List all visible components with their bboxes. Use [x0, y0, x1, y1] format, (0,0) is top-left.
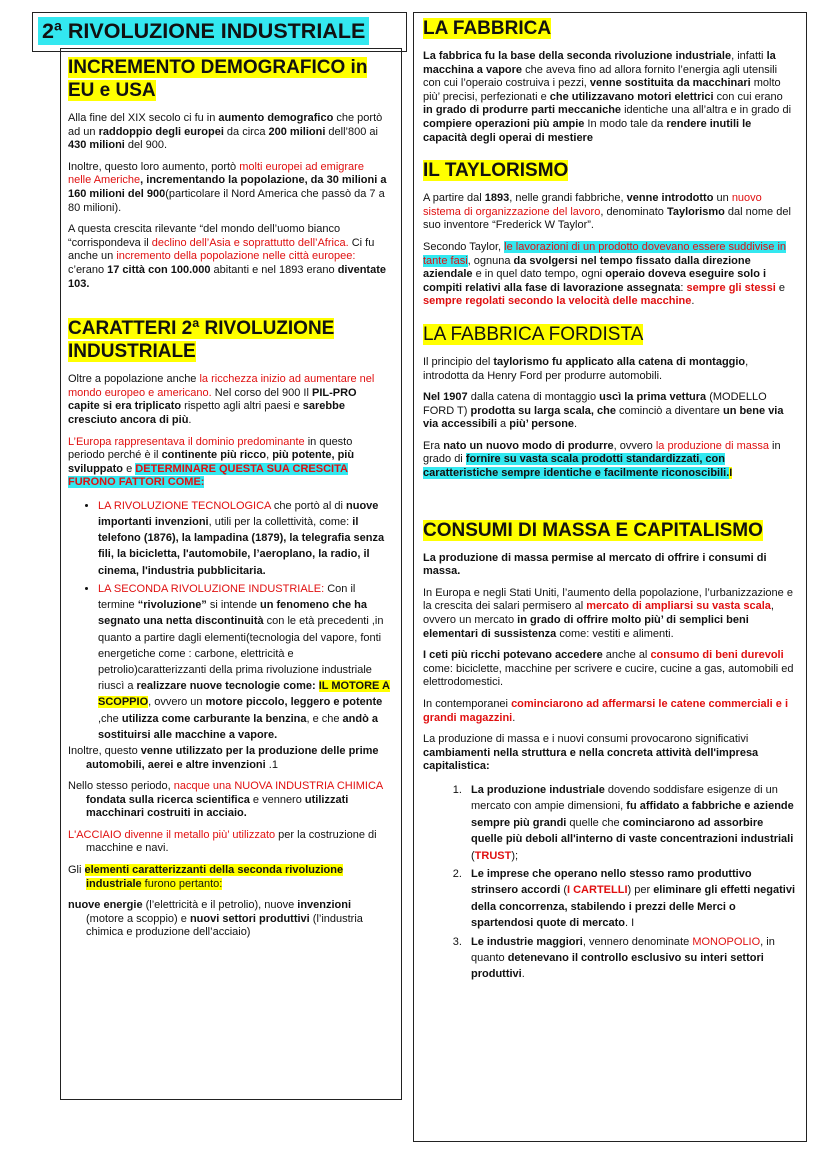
section-title-caratteri: CARATTERI 2ª RIVOLUZIONE INDUSTRIALE	[68, 318, 335, 363]
list-item: 3. Le industrie maggiori, vennero denominate MONOPOLIO, in quanto detenevano il controllo esclusivo su interi settori produttivi.	[465, 934, 795, 983]
list-item: 1. La produzione industriale dovendo soddisfare esigenze di un mercato con ampie dimensioni, fu affidato a fabbriche e aziende sempre più grandi quelle che cominciarono ad assorbire quelle più deboli all'interno di vaste concentrazioni industriali (TRUST);	[465, 782, 795, 864]
section-title-fordista: LA FABBRICA FORDISTA	[423, 323, 644, 345]
list-item: • LA SECONDA RIVOLUZIONE INDUSTRIALE: Con il termine “rivoluzione” si intende un fenomeno che ha segnato una netta discontinuità con le età precedenti ,in quanto a partire dagli elementi(tecnologia del vapore, fonti energetiche come : carbone, elettricità e petrolio)caratterizzanti della prima rivoluzione industriale riuscì a realizzare nuove tecnologie come: IL MOTORE A SCOPPIO, ovvero un motore piccolo, leggero e potente ,che utilizza come carburante la benzina, e che andò a sostituirsi alle macchine a vapore.	[98, 581, 390, 743]
paragraph: nuove energie (l’elettricità e il petrolio), nuove invenzioni (motore a scoppio) e nuovi settori produttivi (l’industria chimica e produzione dell’acciaio)	[68, 899, 363, 939]
paragraph: La fabbrica fu la base della seconda rivoluzione industriale, infatti la macchina a vapore che aveva fino ad allora fornito l’energia agli utensili con cui l’operaio costruiva i pezzi, venne sostituita da macchinari molto più’ precisi, perfezionati e che utilizzavano motori elettrici con cui erano in grado di produrre parti meccaniche identiche una all’altra e in grado di compiere operazioni più ampie In modo tale da rendere inutili le capacità degli operai di mestiere	[423, 50, 792, 144]
paragraph: Inoltre, questo loro aumento, portò molti europei ad emigrare nelle Americhe, incrementando la popolazione, da 30 milioni a 160 milioni del 900(particolare il Nord America che passò da 7 a 80 milioni).	[68, 160, 387, 214]
list-item: 2. Le imprese che operano nello stesso ramo produttivo strinsero accordi (I CARTELLI) per eliminare gli effetti negativi della concorrenza, stabilendo i prezzi delle Merci o spartendosi quote di mercato. I	[465, 866, 795, 932]
paragraph: L'ACCIAIO divenne il metallo più’ utilizzato per la costruzione di macchine e navi.	[68, 828, 377, 855]
left-column	[68, 56, 390, 948]
paragraph: Secondo Taylor, le lavorazioni di un prodotto dovevano essere suddivise in tante fasi, ognuna da svolgersi nel tempo fissato dalla direzione aziendale e in quel dato tempo, ogni operaio doveva eseguire solo i compiti relativi alla fase di lavorazione assegnata: sempre gli stessi e sempre regolati secondo la velocità delle macchine.	[423, 240, 787, 308]
paragraph: In contemporanei cominciarono ad affermarsi le catene commerciali e i grandi magazzini.	[423, 698, 789, 724]
paragraph: Nello stesso periodo, nacque una NUOVA INDUSTRIA CHIMICA fondata sulla ricerca scientifica e vennero utilizzati macchinari costruiti in acciaio.	[68, 780, 383, 820]
list-item: • LA RIVOLUZIONE TECNOLOGICA che portò al di nuove importanti invenzioni, utili per la collettività, come: il telefono (1876), la lampadina (1879), la telegrafia senza fili, la bicicletta, l'automobile, l’aeroplano, la radio, il cinema, l'industria pubblicitaria.	[98, 498, 390, 579]
paragraph: Alla fine del XIX secolo ci fu in aumento demografico che portò ad un raddoppio degli europei da circa 200 milioni dell’800 ai 430 milioni del 900.	[68, 112, 383, 152]
paragraph: La produzione di massa e i nuovi consumi provocarono significativi cambiamenti nella struttura e nella concreta attività dell'impresa capitalistica:	[423, 733, 759, 773]
paragraph: L’Europa rappresentava il dominio predominante in questo periodo perché è il continente più ricco, più potente, più sviluppato e DETERMINARE QUESTA SUA CRESCITA FURONO FATTORI COME:	[68, 435, 355, 489]
paragraph: I ceti più ricchi potevano accedere anche al consumo di beni durevoli come: biciclette, macchine per scrivere e cucire, cucine a gas, automobili ed elettrodomestici.	[423, 649, 794, 689]
paragraph: Inoltre, questo venne utilizzato per la produzione delle prime automobili, aerei e altre invenzioni .1	[68, 744, 379, 771]
main-title: 2ª RIVOLUZIONE INDUSTRIALE	[38, 17, 369, 45]
paragraph: A questa crescita rilevante “del mondo dell’uomo bianco “corrispondeva il declino dell’Asia e soprattutto dell’Africa. Ci fu anche un incremento della popolazione nelle città europee: c’erano 17 città con 100.000 abitanti e nel 1893 erano diventate 103.	[68, 223, 386, 290]
right-column	[423, 17, 795, 985]
consequences-list	[423, 782, 795, 983]
paragraph: Era nato un nuovo modo di produrre, ovvero la produzione di massa in grado di fornire su vasta scala prodotti standardizzati, con caratteristiche sempre identiche e facilmente riconoscibili.I	[423, 439, 781, 480]
paragraph: La produzione di massa permise al mercato di offrire i consumi di massa.	[423, 551, 767, 578]
section-title-fabbrica: LA FABBRICA	[423, 18, 552, 39]
section-title-consumi: CONSUMI DI MASSA E CAPITALISMO	[423, 519, 763, 541]
paragraph: In Europa e negli Stati Uniti, l’aumento della popolazione, l’urbanizzazione e la crescita dei salari permisero al mercato di ampliarsi su vasta scala, ovvero un mercato in grado di offrire molto più’ di semplici beni elementari di sussistenza come: vestiti e alimenti.	[423, 586, 793, 640]
paragraph: Gli elementi caratterizzanti della seconda rivoluzione industriale furono pertanto:	[68, 864, 344, 890]
paragraph: A partire dal 1893, nelle grandi fabbriche, venne introdotto un nuovo sistema di organizzazione del lavoro, denominato Taylorismo dal nome del suo inventore “Frederick W Taylor”.	[423, 192, 791, 232]
section-title-incremento: INCREMENTO DEMOGRAFICO in EU e USA	[68, 57, 368, 101]
paragraph: Oltre a popolazione anche la ricchezza inizio ad aumentare nel mondo europeo e americano. Nel corso del 900 Il PIL-PRO capite si era triplicato rispetto agli altri paesi e sarebbe cresciuto ancora di più.	[68, 373, 375, 426]
paragraph: Il principio del taylorismo fu applicato alla catena di montaggio, introdotta da Henry Ford per produrre automobili.	[423, 355, 749, 382]
paragraph: Nel 1907 dalla catena di montaggio uscì la prima vettura (MODELLO FORD T) prodotta su larga scala, che cominciò a diventare un bene via via accessibili a più’ persone.	[423, 391, 784, 431]
section-title-taylorismo: IL TAYLORISMO	[423, 160, 569, 182]
factor-list	[68, 498, 390, 743]
